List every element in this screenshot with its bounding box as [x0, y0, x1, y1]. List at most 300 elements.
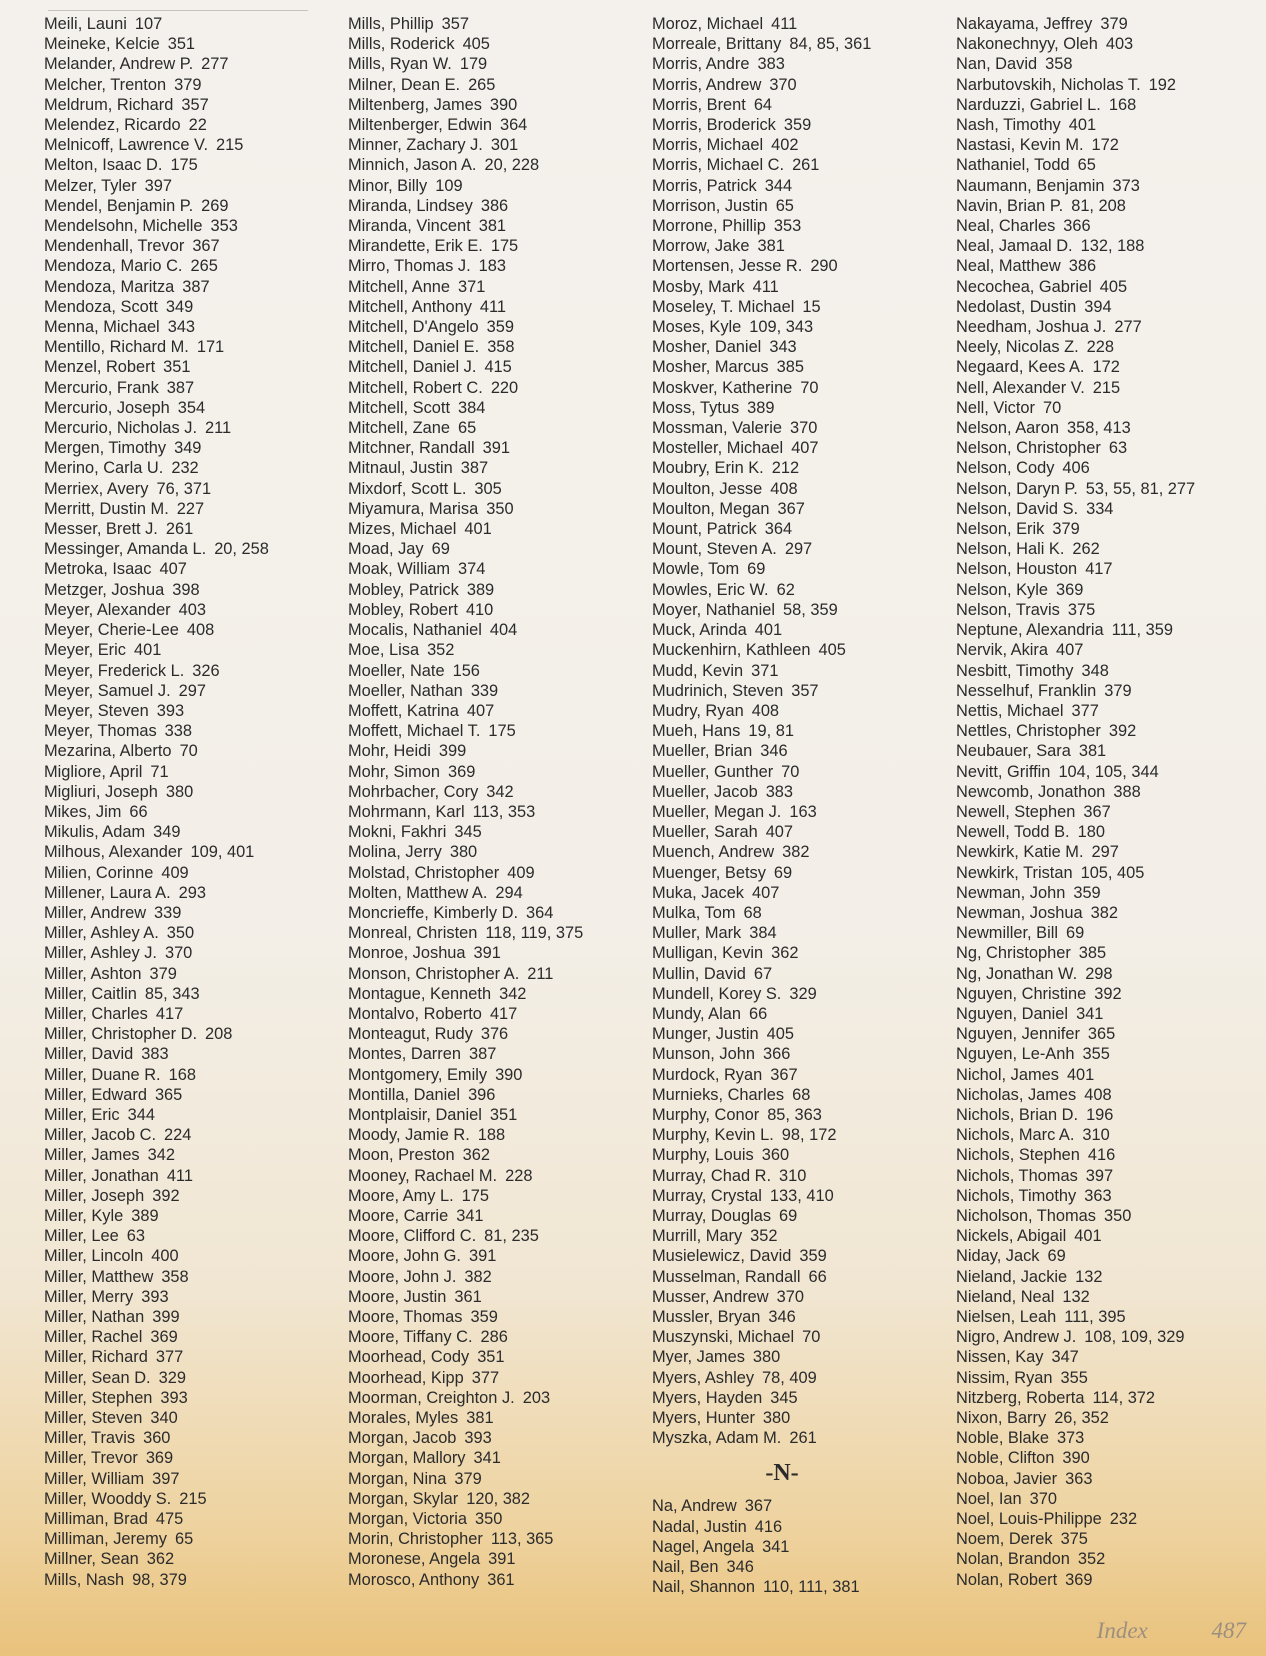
entry-pages: 215 [179, 1489, 207, 1508]
entry-pages: 353 [773, 217, 802, 236]
entry-name: Moak, William [348, 560, 450, 579]
index-entry [652, 822, 912, 842]
index-entry [652, 1226, 912, 1246]
entry-pages: 211 [205, 419, 232, 438]
entry-pages: 355 [1060, 1368, 1088, 1387]
index-entry [44, 155, 269, 175]
index-entry [652, 519, 912, 539]
entry-name: Nichols, Marc A. [956, 1126, 1075, 1145]
entry-name: Mosby, Mark [652, 277, 745, 296]
entry-name: Miller, Sean D. [44, 1368, 151, 1387]
index-entry [956, 1287, 1195, 1307]
entry-pages: 360 [143, 1429, 171, 1448]
entry-name: Mentillo, Richard M. [44, 338, 189, 357]
index-entry [348, 519, 583, 539]
entry-name: Mudry, Ryan [652, 701, 744, 720]
entry-name: Mendoza, Scott [44, 297, 158, 316]
entry-name: Nedolast, Dustin [956, 297, 1077, 316]
index-entry [44, 418, 269, 438]
index-entry [652, 458, 912, 478]
index-entry [44, 640, 269, 660]
index-entry [652, 1145, 912, 1165]
entry-pages: 65 [1077, 156, 1096, 175]
entry-pages: 58, 359 [783, 600, 838, 619]
index-entry [44, 75, 269, 95]
entry-pages: 387 [460, 459, 489, 478]
index-entry [348, 883, 583, 903]
entry-name: Montalvo, Roberto [348, 1004, 482, 1023]
index-entry [652, 277, 912, 297]
index-entry [348, 1307, 583, 1327]
index-entry [956, 479, 1195, 499]
index-entry [956, 923, 1195, 943]
entry-name: Miller, Jacob C. [44, 1126, 157, 1145]
index-entry [956, 802, 1195, 822]
index-column-4 [956, 14, 1195, 1590]
entry-name: Mohr, Heidi [348, 742, 431, 761]
entry-pages: 358 [1045, 55, 1073, 74]
index-entry [44, 519, 269, 539]
entry-name: Muller, Mark [652, 924, 742, 943]
entry-name: Munger, Justin [652, 1025, 759, 1044]
index-entry [652, 1065, 912, 1085]
index-entry [44, 762, 269, 782]
entry-name: Mueller, Brian [652, 742, 753, 761]
entry-pages: 70 [800, 378, 819, 397]
entry-name: Mitchell, Anne [348, 277, 451, 296]
index-entry [348, 1347, 583, 1367]
entry-name: Mills, Nash [44, 1570, 125, 1589]
entry-name: Morgan, Victoria [348, 1510, 468, 1529]
entry-name: Nelson, Houston [956, 560, 1078, 579]
index-entry [348, 762, 583, 782]
entry-name: Mendenhall, Trevor [44, 237, 185, 256]
entry-name: Mobley, Robert [348, 600, 458, 619]
entry-pages: 408 [186, 621, 215, 640]
entry-pages: 373 [1056, 1429, 1085, 1448]
index-entry [652, 1267, 912, 1287]
index-entry [956, 95, 1195, 115]
entry-pages: 71 [150, 762, 169, 781]
entry-pages: 387 [468, 1045, 497, 1064]
entry-name: Morrone, Phillip [652, 217, 766, 236]
index-entry [652, 1577, 912, 1597]
entry-pages: 383 [757, 55, 785, 74]
entry-pages: 391 [468, 1247, 497, 1266]
entry-pages: 342 [486, 782, 514, 801]
entry-pages: 175 [170, 156, 198, 175]
index-entry [956, 1226, 1195, 1246]
index-entry [44, 1570, 269, 1590]
entry-pages: 349 [174, 439, 202, 458]
index-entry [956, 1347, 1195, 1367]
entry-pages: 228 [1086, 338, 1115, 357]
entry-pages: 22 [188, 116, 207, 135]
entry-pages: 374 [458, 560, 486, 579]
entry-pages: 369 [150, 1328, 178, 1347]
entry-name: Milliman, Brad [44, 1510, 148, 1529]
index-entry [44, 1368, 269, 1388]
index-entry [348, 1065, 583, 1085]
index-entry [44, 357, 269, 377]
entry-name: Menzel, Robert [44, 358, 156, 377]
index-entry [44, 1145, 269, 1165]
index-entry [348, 438, 583, 458]
entry-name: Nervik, Akira [956, 641, 1048, 660]
index-entry [956, 1267, 1195, 1287]
entry-pages: 398 [172, 580, 200, 599]
entry-pages: 388 [1113, 782, 1141, 801]
entry-pages: 227 [176, 499, 205, 518]
index-entry [348, 701, 583, 721]
entry-pages: 133, 410 [769, 1186, 834, 1205]
entry-pages: 20, 258 [214, 540, 269, 559]
entry-name: Nevitt, Griffin [956, 762, 1051, 781]
index-entry [652, 1428, 912, 1448]
entry-pages: 110, 111, 381 [762, 1578, 860, 1597]
index-entry [348, 661, 583, 681]
entry-pages: 232 [171, 459, 199, 478]
entry-name: Meyer, Samuel J. [44, 681, 171, 700]
entry-name: Moad, Jay [348, 540, 424, 559]
entry-name: Mitchell, Robert C. [348, 378, 483, 397]
index-entry [652, 1557, 912, 1577]
index-entry [652, 923, 912, 943]
entry-pages: 19, 81 [748, 722, 794, 741]
index-entry [348, 741, 583, 761]
entry-name: Mulligan, Kevin [652, 944, 764, 963]
entry-pages: 85, 363 [767, 1105, 822, 1124]
entry-name: Nakayama, Jeffrey [956, 15, 1093, 33]
entry-pages: 69 [773, 863, 793, 882]
entry-pages: 70 [179, 742, 198, 761]
index-entry [652, 337, 912, 357]
entry-name: Molina, Jerry [348, 843, 442, 862]
entry-pages: 66 [749, 1004, 768, 1023]
entry-pages: 401 [133, 641, 162, 660]
entry-pages: 349 [165, 297, 194, 316]
entry-pages: 265 [190, 257, 218, 276]
entry-pages: 376 [480, 1025, 509, 1044]
index-entry [348, 256, 583, 276]
entry-pages: 297 [784, 540, 813, 559]
index-entry [652, 1004, 912, 1024]
entry-name: Mercurio, Nicholas J. [44, 419, 198, 438]
index-entry [956, 317, 1195, 337]
entry-name: Moss, Tytus [652, 398, 740, 417]
entry-pages: 341 [473, 1449, 501, 1468]
entry-pages: 401 [1068, 116, 1097, 135]
entry-pages: 350 [1104, 1206, 1132, 1225]
entry-name: Mooney, Rachael M. [348, 1166, 498, 1185]
index-entry [652, 1408, 912, 1428]
index-entry [348, 620, 583, 640]
entry-pages: 339 [470, 681, 499, 700]
entry-name: Neal, Charles [956, 217, 1056, 236]
entry-pages: 65 [458, 419, 477, 438]
index-entry [956, 539, 1195, 559]
entry-name: Murnieks, Charles [652, 1085, 785, 1104]
index-entry [652, 1125, 912, 1145]
entry-name: Mikulis, Adam [44, 823, 146, 842]
entry-pages: 370 [769, 75, 797, 94]
entry-name: Nan, David [956, 55, 1038, 74]
entry-name: Merino, Carla U. [44, 459, 164, 478]
index-entry [44, 499, 269, 519]
entry-pages: 362 [462, 1146, 490, 1165]
entry-pages: 132, 188 [1080, 237, 1145, 256]
entry-pages: 381 [1078, 742, 1107, 761]
entry-pages: 407 [159, 560, 187, 579]
index-entry [652, 984, 912, 1004]
index-entry [956, 1469, 1195, 1489]
entry-name: Morrow, Jake [652, 237, 750, 256]
entry-pages: 345 [770, 1388, 798, 1407]
entry-pages: 180 [1077, 823, 1105, 842]
index-entry [348, 54, 583, 74]
entry-name: Needham, Joshua J. [956, 318, 1107, 337]
index-entry [44, 1024, 269, 1044]
entry-pages: 399 [438, 742, 467, 761]
index-entry [652, 75, 912, 95]
entry-pages: 215 [1092, 378, 1121, 397]
entry-pages: 297 [1091, 843, 1119, 862]
entry-pages: 411 [752, 277, 779, 296]
index-entry [44, 883, 269, 903]
entry-name: Morales, Myles [348, 1409, 459, 1428]
entry-name: Myszka, Adam M. [652, 1429, 782, 1448]
entry-pages: 277 [1114, 318, 1142, 337]
index-entry [652, 580, 912, 600]
entry-name: Moskver, Katherine [652, 378, 793, 397]
index-entry [44, 1186, 269, 1206]
entry-name: Miller, Stephen [44, 1388, 153, 1407]
index-entry [44, 842, 269, 862]
entry-pages: 380 [752, 1348, 781, 1367]
entry-pages: 407 [1056, 641, 1084, 660]
entry-name: Murphy, Kevin L. [652, 1126, 774, 1145]
index-entry [652, 418, 912, 438]
entry-name: Milhous, Alexander [44, 843, 183, 862]
entry-pages: 359 [470, 1308, 498, 1326]
entry-name: Milien, Corinne [44, 863, 154, 882]
index-entry [652, 721, 912, 741]
entry-pages: 76, 371 [156, 479, 212, 498]
entry-name: Mount, Patrick [652, 520, 757, 539]
index-entry [652, 1388, 912, 1408]
entry-name: Moffett, Katrina [348, 701, 459, 720]
index-entry [652, 95, 912, 115]
index-entry [348, 964, 583, 984]
entry-pages: 352 [427, 641, 455, 660]
entry-name: Mulka, Tom [652, 903, 736, 922]
entry-name: Mizes, Michael [348, 520, 457, 539]
entry-name: Moyer, Nathaniel [652, 600, 775, 619]
entry-pages: 362 [771, 944, 799, 963]
index-entry [652, 762, 912, 782]
entry-name: Meldrum, Richard [44, 95, 174, 114]
entry-pages: 262 [1072, 540, 1100, 559]
index-entry [652, 600, 912, 620]
index-entry [348, 277, 583, 297]
index-entry [956, 1549, 1195, 1569]
index-entry [44, 539, 269, 559]
entry-name: Muck, Arinda [652, 621, 747, 640]
entry-name: Newkirk, Tristan [956, 863, 1073, 882]
index-entry [956, 883, 1195, 903]
index-entry [956, 1368, 1195, 1388]
entry-pages: 357 [181, 95, 209, 114]
entry-pages: 220 [490, 378, 519, 397]
entry-name: Monreal, Christen [348, 924, 478, 943]
entry-name: Nichol, James [956, 1065, 1059, 1084]
entry-name: Nichols, Timothy [956, 1186, 1077, 1205]
index-entry [652, 216, 912, 236]
index-entry [956, 216, 1195, 236]
entry-pages: 53, 55, 81, 277 [1085, 479, 1196, 498]
entry-name: Moore, Amy L. [348, 1186, 454, 1205]
index-entry [44, 741, 269, 761]
entry-pages: 310 [779, 1166, 807, 1185]
entry-name: Metroka, Isaac [44, 560, 152, 579]
entry-pages: 391 [488, 1550, 516, 1569]
entry-pages: 15 [802, 297, 821, 316]
entry-name: Miller, Trevor [44, 1449, 138, 1468]
entry-name: Moore, Thomas [348, 1308, 463, 1326]
entry-pages: 407 [752, 883, 780, 902]
entry-name: Miller, Ashton [44, 964, 142, 983]
entry-name: Mitchell, D'Angelo [348, 318, 479, 337]
entry-pages: 359 [799, 1247, 827, 1266]
entry-pages: 386 [480, 196, 509, 215]
entry-name: Miranda, Lindsey [348, 196, 473, 215]
entry-name: Ng, Jonathan W. [956, 964, 1078, 983]
index-entry [652, 1287, 912, 1307]
entry-pages: 377 [155, 1348, 184, 1367]
index-entry [956, 1166, 1195, 1186]
index-entry [348, 34, 583, 54]
entry-name: Miller, Jonathan [44, 1166, 159, 1185]
index-entry [956, 1186, 1195, 1206]
entry-name: Miller, Rachel [44, 1328, 143, 1347]
entry-name: Mowles, Eric W. [652, 580, 769, 599]
entry-pages: 370 [1029, 1489, 1057, 1508]
entry-name: Myers, Hayden [652, 1388, 763, 1407]
entry-name: Narbutovskih, Nicholas T. [956, 75, 1141, 94]
index-entry [44, 1166, 269, 1186]
index-entry [44, 580, 269, 600]
entry-pages: 208 [205, 1025, 233, 1044]
index-entry [652, 903, 912, 923]
entry-name: Moncrieffe, Kimberly D. [348, 903, 519, 922]
entry-name: Nigro, Andrew J. [956, 1328, 1077, 1347]
entry-pages: 109 [435, 176, 463, 195]
index-entry [44, 337, 269, 357]
entry-pages: 172 [1091, 136, 1119, 155]
index-entry [956, 155, 1195, 175]
entry-name: Nguyen, Christine [956, 984, 1087, 1003]
entry-name: Miller, Ashley J. [44, 944, 157, 963]
index-entry [348, 943, 583, 963]
entry-name: Moody, Jamie R. [348, 1126, 470, 1145]
entry-name: Meyer, Eric [44, 641, 126, 660]
index-entry [348, 378, 583, 398]
entry-pages: 63 [1108, 439, 1128, 458]
entry-name: Mohr, Simon [348, 762, 441, 781]
index-entry [348, 297, 583, 317]
entry-pages: 342 [499, 984, 527, 1003]
index-entry [348, 580, 583, 600]
entry-name: Miller, Duane R. [44, 1065, 161, 1084]
index-entry [44, 984, 269, 1004]
entry-name: Moe, Lisa [348, 641, 420, 660]
entry-name: Neubauer, Sara [956, 742, 1071, 761]
index-entry [348, 1428, 583, 1448]
entry-name: Na, Andrew [652, 1497, 737, 1516]
index-entry [956, 1388, 1195, 1408]
entry-name: Nakonechnyy, Oleh [956, 35, 1098, 54]
entry-pages: 70 [781, 762, 800, 781]
entry-pages: 359 [486, 318, 515, 337]
index-entry [348, 236, 583, 256]
entry-pages: 168 [1108, 95, 1137, 114]
entry-name: Nettles, Christopher [956, 722, 1101, 741]
entry-name: Murrill, Mary [652, 1227, 743, 1246]
index-entry [956, 54, 1195, 74]
entry-pages: 362 [146, 1550, 175, 1569]
index-entry [652, 539, 912, 559]
entry-pages: 375 [1060, 1530, 1088, 1549]
entry-name: Moseley, T. Michael [652, 297, 795, 316]
entry-name: Messer, Brett J. [44, 520, 158, 539]
index-entry [348, 1206, 583, 1226]
entry-pages: 394 [1084, 297, 1112, 316]
entry-pages: 381 [466, 1409, 494, 1428]
entry-name: Negaard, Kees A. [956, 358, 1085, 377]
entry-name: Newcomb, Jonathon [956, 782, 1106, 801]
index-entry [44, 661, 269, 681]
entry-pages: 298 [1085, 964, 1113, 983]
entry-pages: 351 [489, 1105, 518, 1124]
entry-name: Newkirk, Katie M. [956, 843, 1084, 862]
entry-pages: 192 [1148, 75, 1176, 94]
entry-pages: 360 [761, 1146, 790, 1165]
entry-name: Murray, Douglas [652, 1206, 772, 1225]
entry-pages: 70 [1042, 398, 1062, 417]
entry-pages: 69 [1047, 1247, 1066, 1266]
index-entry [956, 135, 1195, 155]
entry-name: Mossman, Valerie [652, 419, 782, 438]
entry-pages: 369 [448, 762, 476, 781]
entry-pages: 405 [766, 1025, 794, 1044]
entry-name: Mohrbacher, Cory [348, 782, 479, 801]
index-entry [348, 115, 583, 135]
index-entry [652, 1085, 912, 1105]
entry-name: Miller, Lincoln [44, 1247, 144, 1266]
index-entry [348, 14, 583, 34]
index-entry [652, 236, 912, 256]
entry-name: Moffett, Michael T. [348, 722, 481, 741]
entry-name: Nelson, Christopher [956, 439, 1101, 458]
entry-name: Monteagut, Rudy [348, 1025, 473, 1044]
index-entry [652, 1166, 912, 1186]
index-entry [348, 1004, 583, 1024]
index-entry [348, 499, 583, 519]
entry-pages: 384 [458, 398, 486, 417]
index-entry [956, 1085, 1195, 1105]
entry-name: Nail, Shannon [652, 1578, 755, 1597]
entry-name: Newmiller, Bill [956, 924, 1059, 943]
